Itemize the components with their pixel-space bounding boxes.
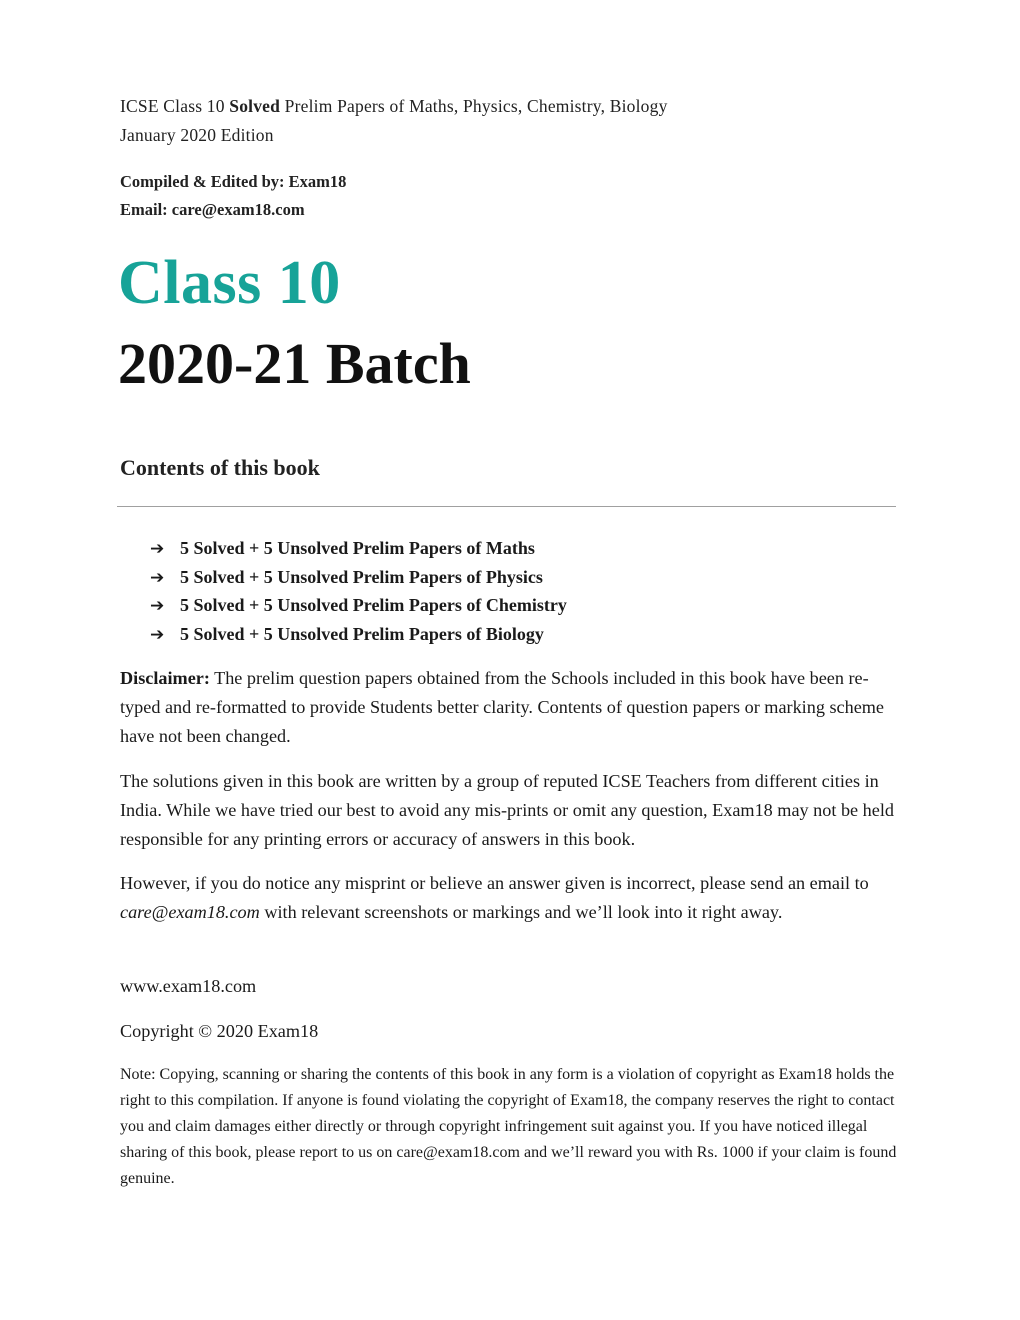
- class-title: Class 10: [118, 249, 341, 317]
- arrow-right-icon: ➔: [150, 596, 165, 617]
- list-item: ➔ 5 Solved + 5 Unsolved Prelim Papers of Physics: [150, 564, 567, 593]
- batch-title: 2020-21 Batch: [118, 331, 471, 396]
- feedback-email: care@exam18.com: [120, 902, 260, 922]
- disclaimer-paragraph: Disclaimer: The prelim question papers obtained from the Schools included in this book have been re-typed and re-formatted to provide Students better clarity. Contents of question papers or marking scheme have not been changed.: [120, 668, 884, 746]
- compiled-by: Compiled & Edited by: Exam18: [120, 172, 347, 191]
- list-item: ➔ 5 Solved + 5 Unsolved Prelim Papers of Maths: [150, 535, 567, 564]
- section-divider: [117, 506, 896, 507]
- contact-email: Email: care@exam18.com: [120, 200, 305, 219]
- list-item: ➔ 5 Solved + 5 Unsolved Prelim Papers of Chemistry: [150, 592, 567, 621]
- feedback-paragraph: However, if you do notice any misprint or believe an answer given is incorrect, please send an email to care@exam18.com with relevant screenshots or markings and we’ll look into it right away.: [120, 873, 869, 922]
- contents-heading: Contents of this book: [120, 455, 320, 480]
- arrow-right-icon: ➔: [150, 625, 165, 646]
- contents-list: [150, 535, 567, 650]
- edition-title: ICSE Class 10 Solved Prelim Papers of Maths, Physics, Chemistry, Biology: [120, 96, 668, 116]
- list-item: ➔ 5 Solved + 5 Unsolved Prelim Papers of Biology: [150, 621, 567, 650]
- copyright-line: Copyright © 2020 Exam18: [120, 1021, 319, 1041]
- copyright-note: Note: Copying, scanning or sharing the contents of this book in any form is a violation of copyright as Exam18 holds the right to this compilation. If anyone is found violating the copyright of Exam18, the company reserves the right to contact you and claim damages either directly or through copyright infringement suit against you. If you have noticed illegal sharing of this book, please report to us on care@exam18.com and we’ll reward you with Rs. 1000 if your claim is found genuine.: [120, 1066, 897, 1187]
- edition-date: January 2020 Edition: [120, 125, 274, 145]
- solutions-paragraph: The solutions given in this book are written by a group of reputed ICSE Teachers from different cities in India. While we have tried our best to avoid any mis-prints or omit any question, Exam18 may not be held responsible for any printing errors or accuracy of answers in this book.: [120, 771, 894, 849]
- arrow-right-icon: ➔: [150, 539, 165, 559]
- website-url: www.exam18.com: [120, 976, 257, 996]
- arrow-right-icon: ➔: [150, 567, 165, 588]
